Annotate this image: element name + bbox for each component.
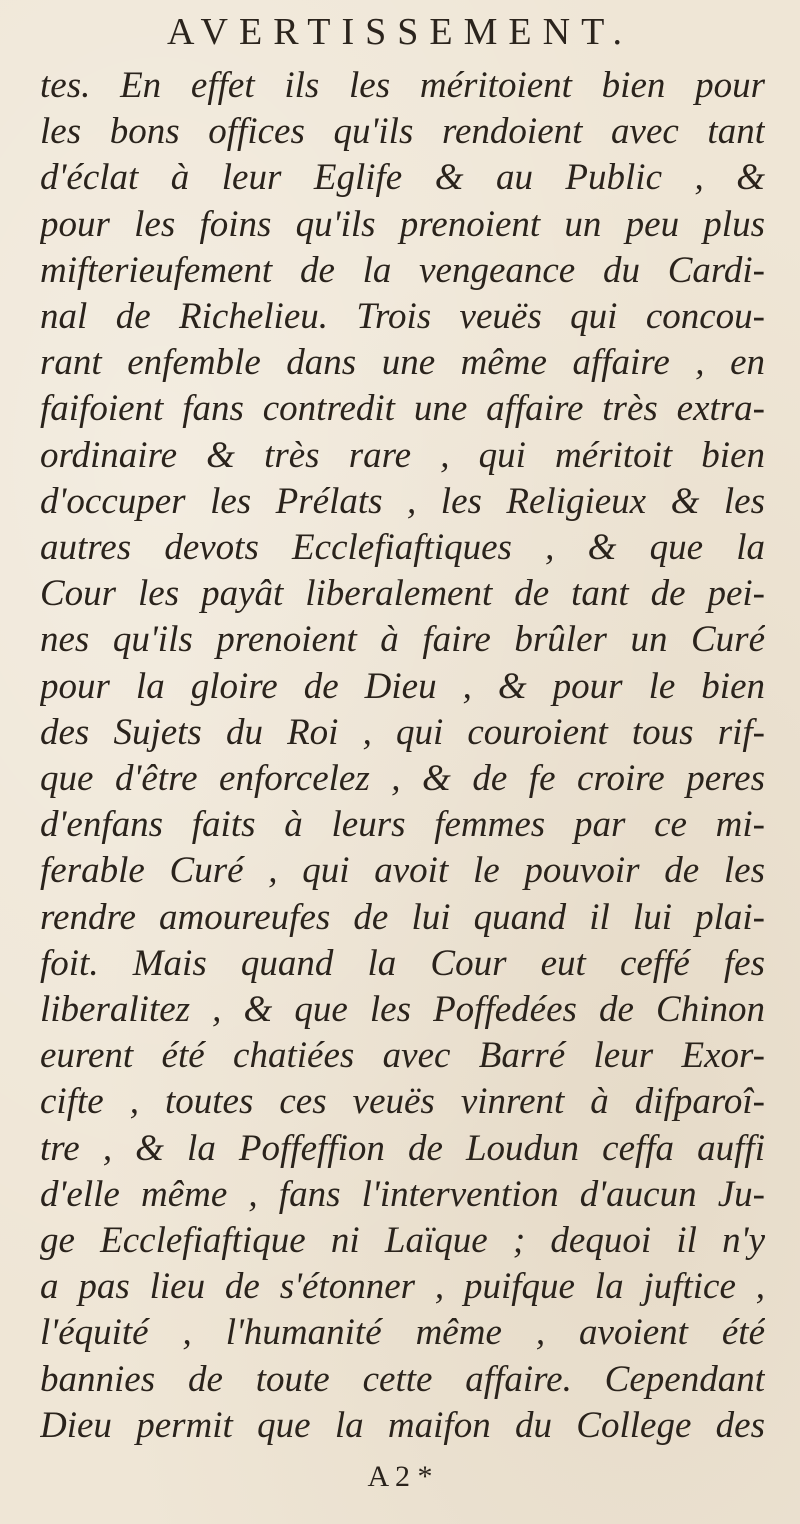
text-line: tes. En effet ils les méritoient bien pour: [40, 65, 765, 106]
text-line: pour les foins qu'ils prenoient un peu plus: [40, 203, 765, 245]
text-line: rant enfemble dans une même affaire , en: [40, 342, 765, 384]
text-line: d'occuper les Prélats , les Religieux & les: [40, 480, 765, 522]
text-line: ge Ecclefiaftique ni Laïque ; dequoi il n'y: [40, 1220, 765, 1261]
text-line: cifte , toutes ces veuës vinrent à difparoî-: [40, 1081, 765, 1123]
text-line: d'enfans faits à leurs femmes par ce mi-: [40, 804, 765, 846]
running-header: AVERTISSEMENT.: [167, 11, 633, 53]
text-line: autres devots Ecclefiaftiques , & que la: [40, 527, 765, 568]
text-line: eurent été chatiées avec Barré leur Exor-: [40, 1035, 765, 1077]
text-line: des Sujets du Roi , qui couroient tous rif-: [40, 711, 765, 753]
text-line: a pas lieu de s'étonner , puifque la juftice ,: [40, 1266, 765, 1308]
text-line: liberalitez , & que les Poffedées de Chinon: [40, 989, 765, 1030]
text-line: mifterieufement de la vengeance du Cardi-: [40, 249, 765, 291]
text-line: que d'être enforcelez , & de fe croire peres: [40, 758, 765, 799]
text-line: nal de Richelieu. Trois veuës qui concou-: [40, 296, 765, 337]
text-line: d'elle même , fans l'intervention d'aucun Ju-: [40, 1173, 765, 1215]
text-line: ferable Curé , qui avoit le pouvoir de les: [40, 850, 765, 892]
text-line: faifoient fans contredit une affaire très extra-: [40, 388, 765, 430]
signature-mark: A 2 *: [367, 1460, 433, 1493]
text-line: l'équité , l'humanité même , avoient été: [40, 1312, 765, 1354]
text-line: ordinaire & très rare , qui méritoit bien: [40, 434, 765, 476]
text-line: tre , & la Poffeffion de Loudun ceffa auffi: [40, 1127, 765, 1169]
text-line: nes qu'ils prenoient à faire brûler un Curé: [40, 619, 765, 661]
text-line: les bons offices qu'ils rendoient avec tant: [40, 111, 765, 153]
text-line: Dieu permit que la maifon du College des: [40, 1404, 765, 1446]
text-line: pour la gloire de Dieu , & pour le bien: [40, 665, 765, 707]
text-line: rendre amoureufes de lui quand il lui plai-: [40, 896, 765, 938]
text-line: bannies de toute cette affaire. Cependant: [40, 1358, 765, 1400]
text-line: d'éclat à leur Eglife & au Public , &: [40, 157, 765, 199]
text-line: Cour les payât liberalement de tant de pei-: [40, 573, 765, 615]
text-line: foit. Mais quand la Cour eut ceffé fes: [40, 942, 765, 984]
